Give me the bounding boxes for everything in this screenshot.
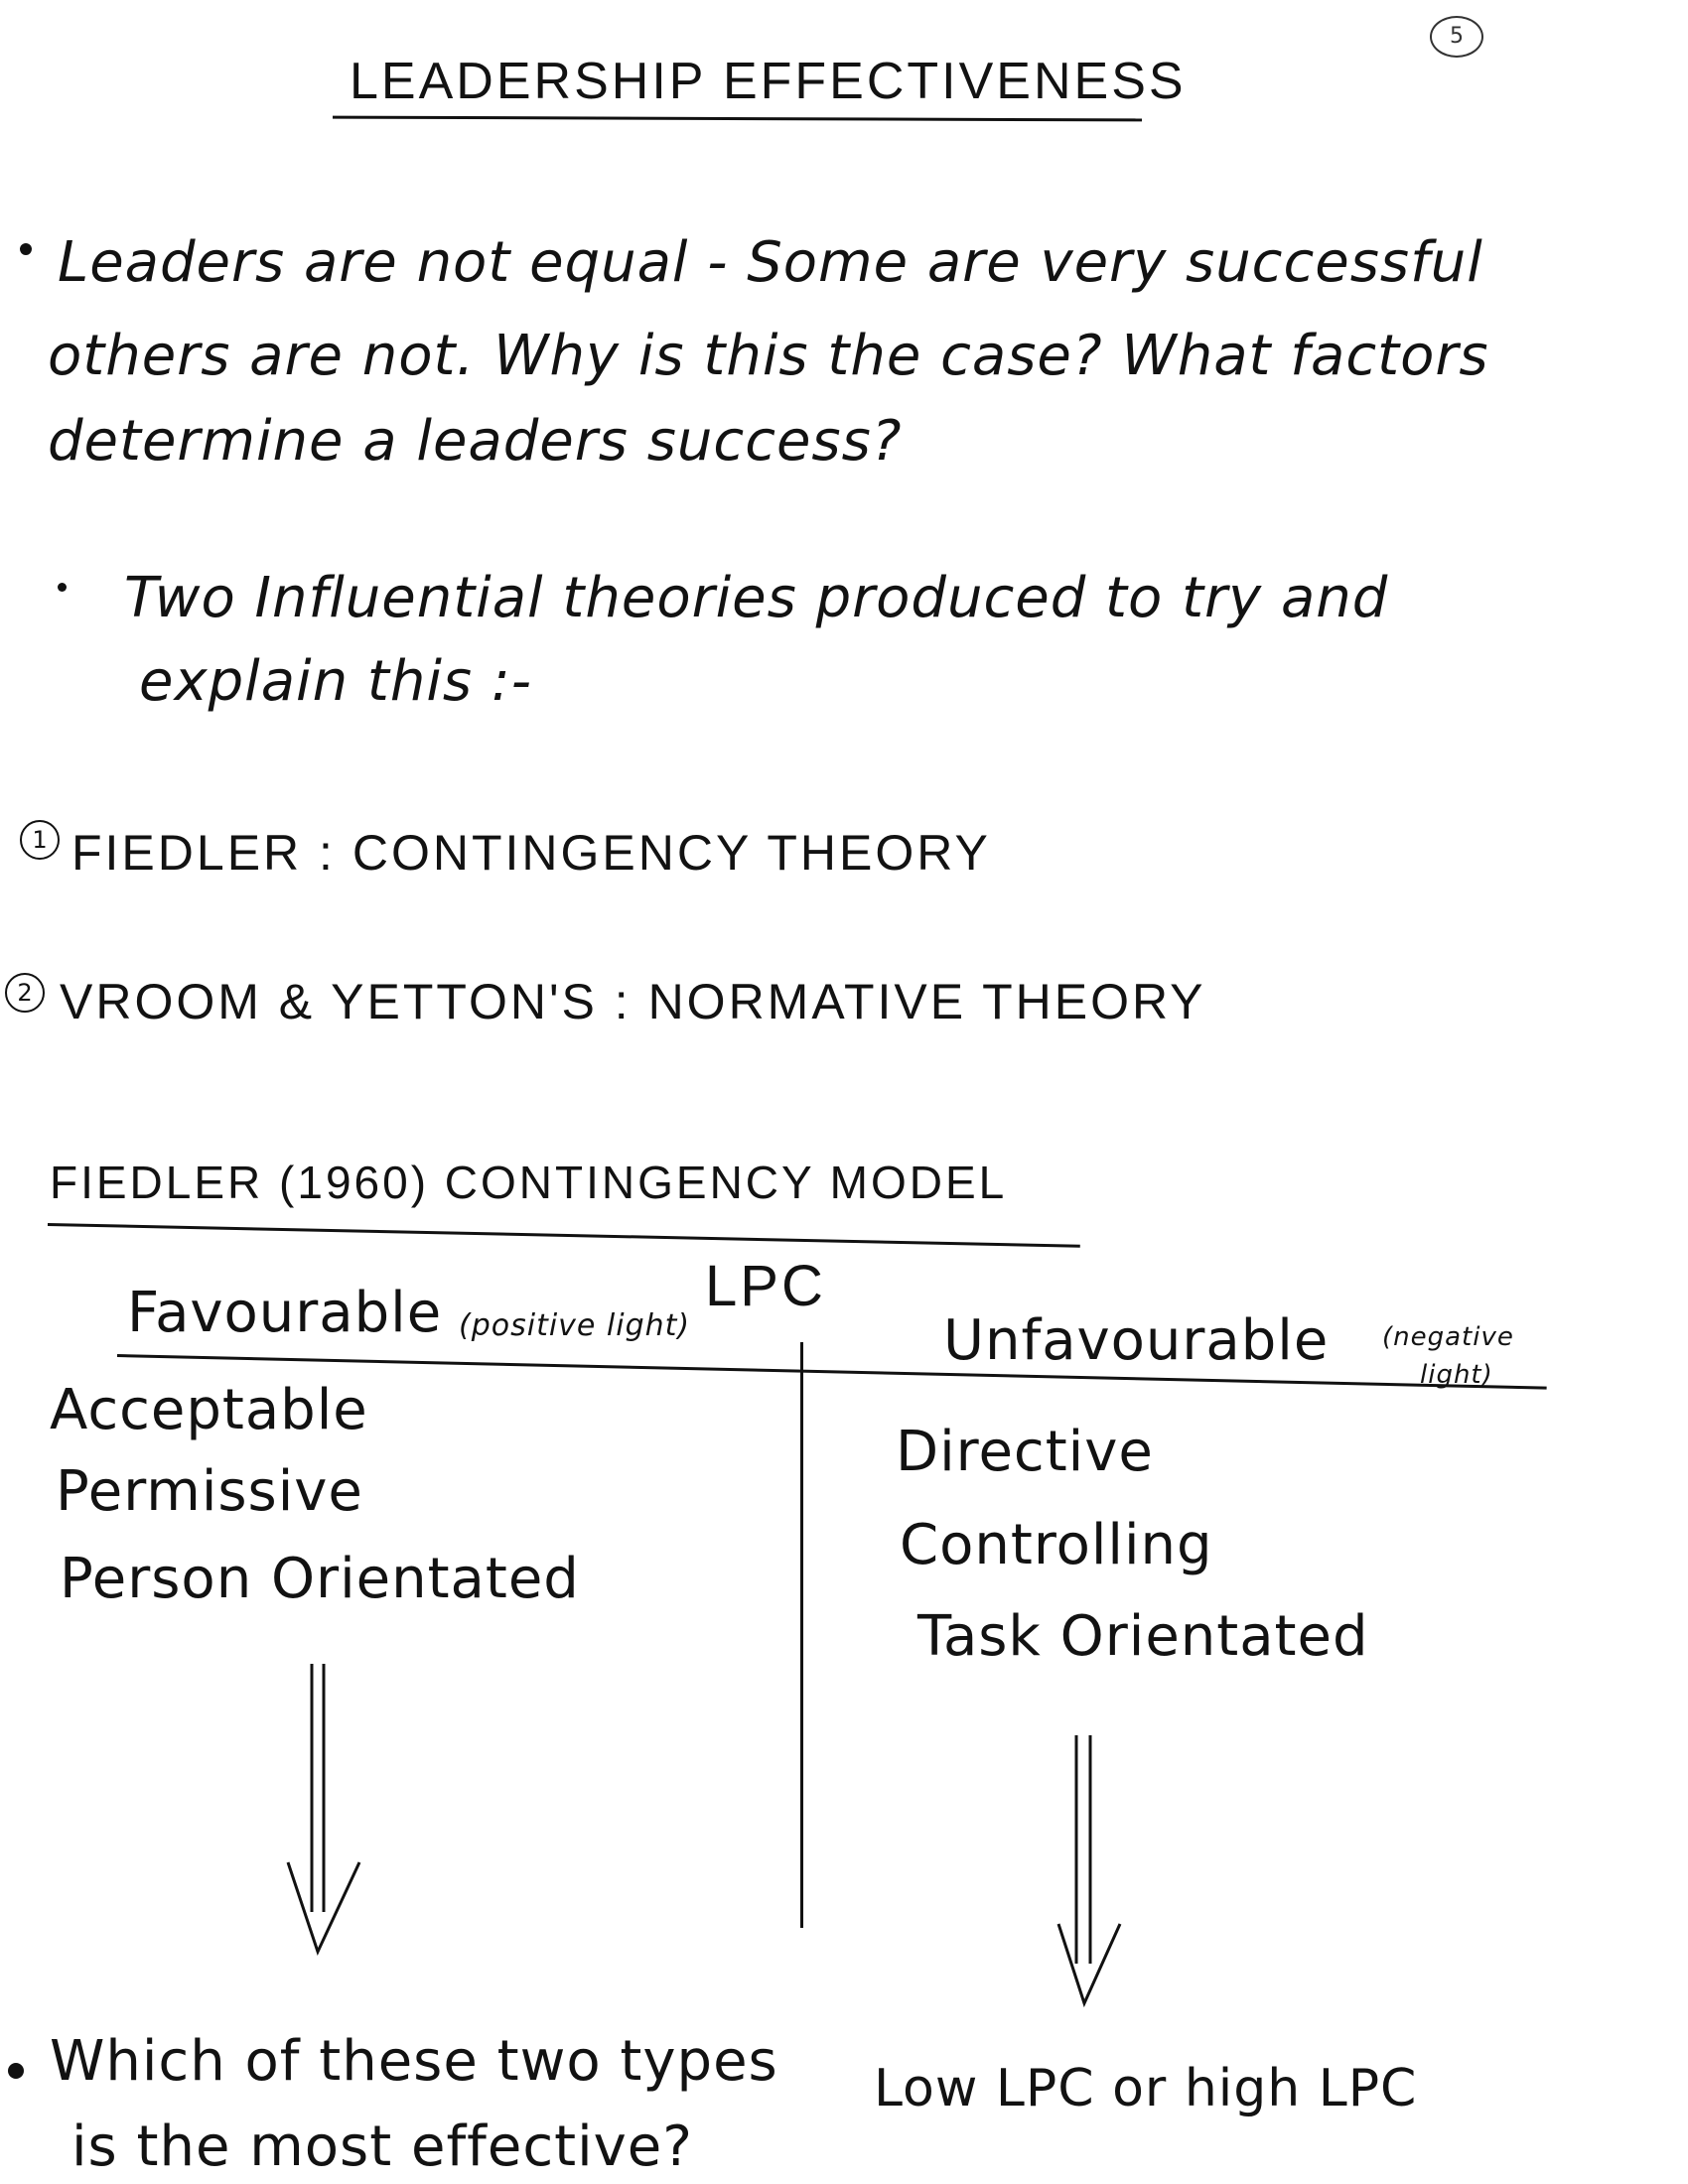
theories-intro-line-1: Two Influential theories produced to try and bbox=[124, 566, 1389, 630]
intro-line-3: determine a leaders success? bbox=[48, 409, 903, 474]
question-line-2: is the most effective? bbox=[71, 2115, 693, 2179]
down-arrow-icon bbox=[278, 1664, 367, 1962]
intro-line-1: Leaders are not equal - Some are very successful bbox=[58, 230, 1483, 295]
unfavourable-note-2: light) bbox=[1420, 1360, 1493, 1390]
left-item-2: Permissive bbox=[56, 1459, 363, 1524]
theories-intro-line-2: explain this :- bbox=[139, 649, 532, 714]
list-number-2: 2 bbox=[5, 973, 45, 1013]
bullet-dot bbox=[8, 2063, 24, 2079]
page-title: LEADERSHIP EFFECTIVENESS bbox=[350, 53, 1187, 110]
bullet-dot bbox=[58, 583, 67, 592]
theory-item-2: VROOM & YETTON'S : NORMATIVE THEORY bbox=[60, 974, 1206, 1029]
model-heading: FIEDLER (1960) CONTINGENCY MODEL bbox=[50, 1157, 1008, 1208]
question-line-1: Which of these two types bbox=[50, 2029, 778, 2094]
table-vertical-rule bbox=[800, 1342, 803, 1928]
page-number: 5 bbox=[1430, 16, 1483, 58]
theory-item-1: FIEDLER : CONTINGENCY THEORY bbox=[71, 825, 991, 881]
list-number-1: 1 bbox=[20, 820, 60, 860]
favourable-header: Favourable bbox=[127, 1281, 443, 1345]
right-item-2: Controlling bbox=[900, 1513, 1213, 1577]
left-item-1: Acceptable bbox=[50, 1378, 368, 1442]
unfavourable-header: Unfavourable bbox=[943, 1308, 1330, 1373]
right-item-3: Task Orientated bbox=[917, 1604, 1369, 1669]
unfavourable-note-1: (negative bbox=[1382, 1322, 1514, 1352]
left-item-3: Person Orientated bbox=[60, 1547, 580, 1611]
question-aside: Low LPC or high LPC bbox=[874, 2059, 1418, 2118]
model-heading-underline bbox=[48, 1223, 1080, 1248]
bullet-dot bbox=[20, 243, 32, 255]
lpc-label: LPC bbox=[705, 1254, 826, 1318]
title-underline bbox=[333, 116, 1142, 122]
favourable-note: (positive light) bbox=[459, 1308, 691, 1343]
intro-line-2: others are not. Why is this the case? What factors bbox=[48, 324, 1489, 388]
down-arrow-icon bbox=[1045, 1735, 1134, 2013]
right-item-1: Directive bbox=[896, 1420, 1154, 1484]
